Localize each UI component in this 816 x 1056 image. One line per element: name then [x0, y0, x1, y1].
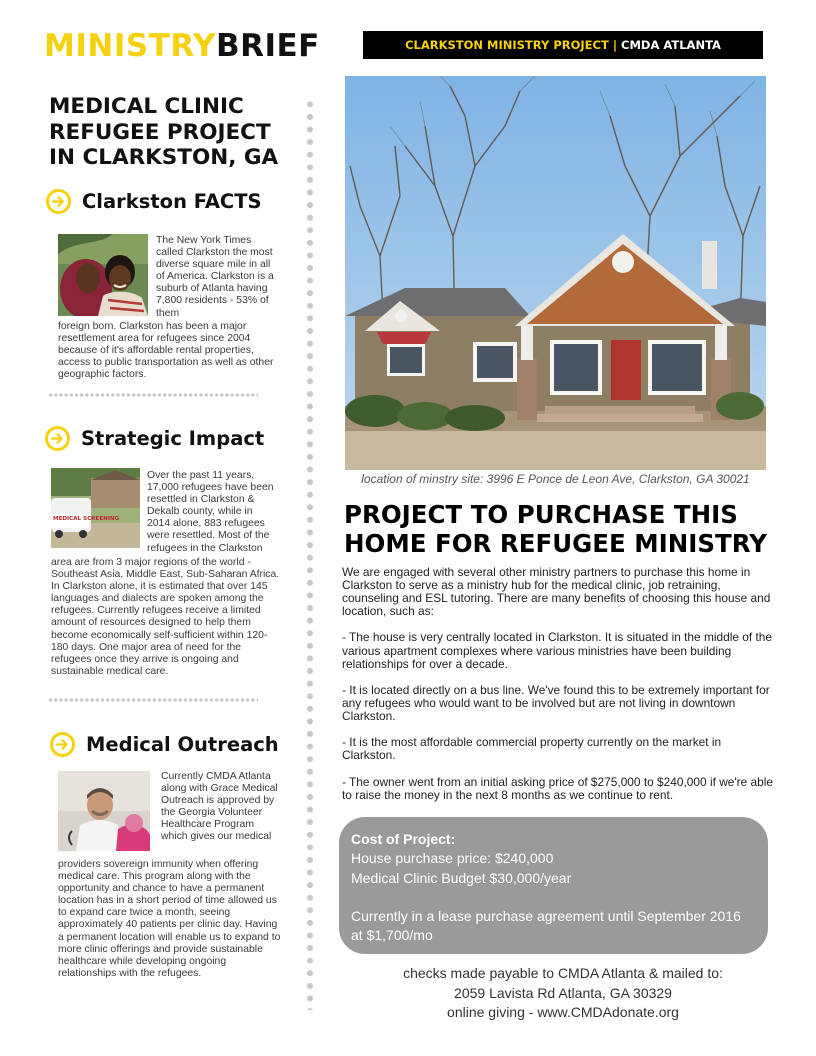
section-title: Clarkston FACTS — [82, 190, 262, 213]
arrow-circle-right-icon — [50, 732, 75, 757]
brand-logo — [44, 26, 320, 66]
section-title: Strategic Impact — [81, 427, 265, 450]
section-heading-outreach — [50, 732, 279, 757]
page-title: MEDICAL CLINIC REFUGEE PROJECT IN CLARKSTON, GA — [49, 94, 279, 170]
outreach-text-beside: Currently CMDA Atlanta along with Grace Medical Outreach is approved by the Georgia Volunteer Healthcare Program which gives our medical — [161, 771, 278, 843]
cost-box — [339, 817, 768, 954]
paragraph-affordable: - It is the most affordable commercial property currently on the market in Clarkston. — [342, 735, 722, 763]
photo-caption: location of minstry site: 3996 E Ponce de Leon Ave, Clarkston, GA 30021 — [361, 472, 750, 486]
brand-part-ministry: MINISTRY — [44, 28, 216, 64]
cost-heading: Cost of Project: — [351, 831, 456, 847]
column-divider — [306, 98, 314, 1010]
header-banner — [363, 31, 763, 59]
paragraph-intro: We are engaged with several other ministry partners to purchase this home in Clarkston to serve as a ministry hub for the medical clinic, job retraining, counseling and ESL tutoring. There are many benefits of choosing this house and location, such as: — [342, 565, 771, 619]
project-title: PROJECT TO PURCHASE THIS HOME FOR REFUGEE MINISTRY — [344, 500, 768, 558]
banner-org-label: CMDA ATLANTA — [621, 38, 721, 52]
paragraph-bus-line: - It is located directly on a bus line. We've found this to be extremely important for any refugees who would want to be involved but are not living in downtown Clarkston. — [342, 682, 770, 724]
house-photo — [345, 76, 766, 470]
banner-separator: | — [612, 38, 618, 52]
doctor-with-patient-photo — [58, 771, 150, 851]
paragraph-location: - The house is very centrally located in Clarkston. It is situated in the middle of the various apartment complexes where various ministries have been building relationships for over a decade. — [342, 630, 773, 671]
cost-purchase-price: House purchase price: $240,000 — [351, 850, 554, 867]
brand-part-brief: BRIEF — [215, 28, 320, 64]
section-heading-facts — [46, 189, 262, 214]
paragraph-price: - The owner went from an initial asking price of $275,000 to $240,000 if we're able to raise the money in the next 8 months as we continue to rent. — [342, 774, 774, 802]
section-heading-impact — [45, 426, 264, 451]
facts-text-beside: The New York Times called Clarkston the most diverse square mile in all of America. Clarkston is a suburb of Atlanta having 7,800 residents - 53% of them — [156, 235, 274, 319]
arrow-circle-right-icon — [46, 189, 71, 214]
donation-footer — [345, 964, 781, 1023]
footer-address-line: 2059 Lavista Rd Atlanta, GA 30329 — [454, 984, 672, 1001]
sign-text: MEDICAL SCREENING — [53, 516, 120, 522]
medical-screening-photo — [51, 468, 140, 548]
section-divider — [48, 697, 258, 703]
refugee-women-photo — [58, 234, 148, 316]
footer-checks-line: checks made payable to CMDA Atlanta & mailed to: — [403, 965, 723, 981]
arrow-circle-right-icon — [45, 426, 70, 451]
section-title: Medical Outreach — [86, 733, 279, 756]
facts-text-below: foreign born. Clarkston has been a major resettlement area for refugees since 2004 because of it's affordable rental properties, access to public transportation as well as other geographic factors. — [58, 321, 274, 381]
section-divider — [48, 392, 258, 398]
footer-online-giving-link[interactable]: online giving - www.CMDAdonate.org — [447, 1004, 679, 1021]
cost-lease-terms: Currently in a lease purchase agreement until September 2016 at $1,700/mo — [351, 908, 741, 944]
impact-text-below: area are from 3 major regions of the world - Southeast Asia, Middle East, Sub-Saharan Africa. In Clarkston alone, it is estimated that over 145 languages and dialects are spoken among the refugees. Currently refugees receive a limited amount of resources designed to help them become economically self-sufficient within 120-180 days. One major area of need for the refugees once they arrive is ongoing and sustainable medical care. — [51, 557, 280, 677]
cost-clinic-budget: Medical Clinic Budget $30,000/year — [351, 869, 572, 886]
impact-text-beside: Over the past 11 years, 17,000 refugees have been resettled in Clarkston & Dekalb county, while in 2014 alone, 883 refugees were resettled. Most of the refugees in the Clarkston — [147, 470, 274, 554]
banner-project-label: CLARKSTON MINISTRY PROJECT — [405, 38, 609, 52]
outreach-text-below: providers sovereign immunity when offering medical care. This program along with the opportunity and chance to have a permanent location has in a short period of time allowed us to expand care twice a month, seeing approximately 40 patients per clinic day. Having a permanent location will enable us to expand to more clinic offerings and provide sustainable healthcare while developing ongoing relationships with the refugees. — [58, 859, 281, 979]
project-description — [342, 566, 776, 815]
